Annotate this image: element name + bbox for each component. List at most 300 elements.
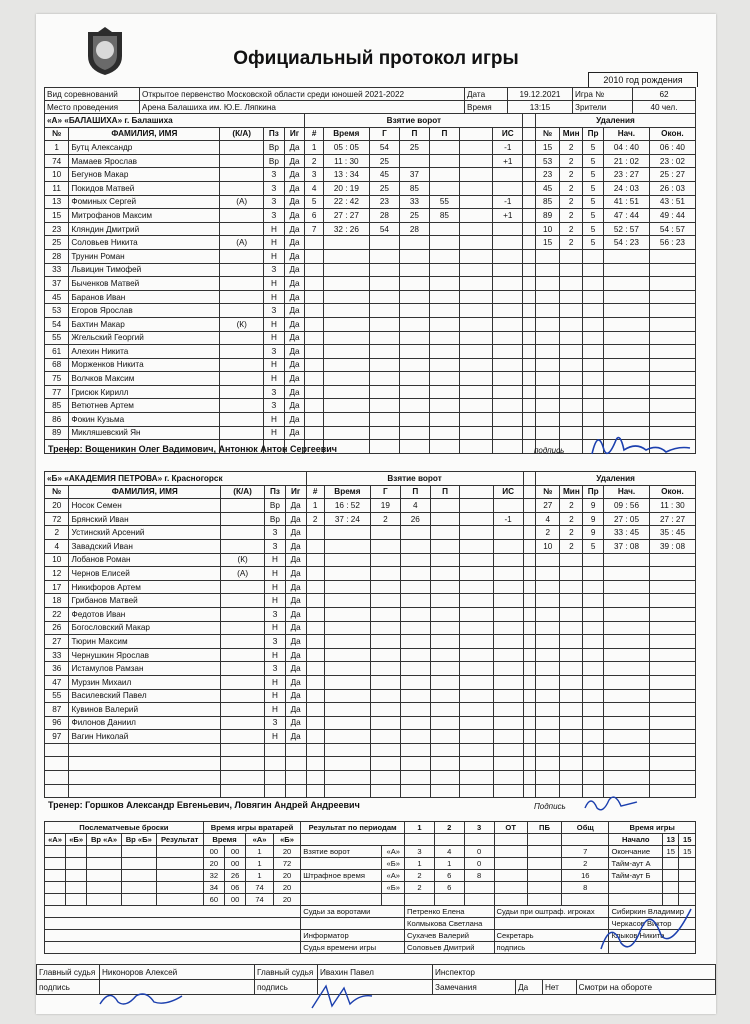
- period-value: 7: [562, 846, 609, 858]
- shootout-cell: [156, 858, 203, 870]
- penalty-end: 27 : 27: [649, 512, 695, 526]
- player-played: [285, 743, 306, 757]
- gk-min: 32: [203, 870, 224, 882]
- col-goal-g: Г: [370, 485, 400, 499]
- team-a-table: [44, 113, 696, 454]
- period-value: [527, 882, 561, 894]
- goal-strength: -1: [493, 512, 523, 526]
- player-number: 33: [45, 263, 69, 277]
- goal-assist1: 37: [399, 168, 429, 182]
- penalty-code: 5: [583, 236, 604, 250]
- main-referee-signature: [96, 986, 186, 1010]
- goal-assist2: [430, 730, 460, 744]
- gk-b: 20: [273, 894, 300, 906]
- player-position: Н: [265, 580, 286, 594]
- main-referee-label: Главный судья: [37, 965, 100, 980]
- goal-assist2: [429, 222, 459, 236]
- player-name: Митрофанов Максим: [69, 209, 220, 223]
- player-row: [45, 317, 696, 331]
- player-role: [220, 181, 264, 195]
- goal-number: [306, 539, 324, 553]
- goal-scorer: [369, 331, 399, 345]
- period-row-label: Взятие ворот: [301, 846, 382, 858]
- goal-scorer: 25: [369, 181, 399, 195]
- goal-number: [305, 290, 323, 304]
- col-pen-num: №: [535, 127, 559, 141]
- col-assist2: П: [429, 127, 459, 141]
- penalty-player: [536, 784, 560, 798]
- penalty-code: 9: [583, 512, 604, 526]
- blank: [45, 942, 301, 954]
- period-row-label: [301, 882, 382, 894]
- spacer: [523, 607, 535, 621]
- goal-scorer: 45: [369, 168, 399, 182]
- player-name: [69, 743, 221, 757]
- goal-number: [305, 331, 323, 345]
- goal-scorer: [369, 290, 399, 304]
- player-name: Кувинов Валерий: [69, 703, 221, 717]
- player-name: Никифоров Артем: [69, 580, 221, 594]
- game-time-label: Тайм-аут А: [609, 858, 663, 870]
- goal-empty: [459, 249, 492, 263]
- penalty-minute: 33: [613, 528, 624, 538]
- shootout-cell: [45, 882, 66, 894]
- goal-assist1: [400, 730, 430, 744]
- player-position: Н: [264, 277, 285, 291]
- gk-sec: 00: [225, 846, 246, 858]
- blank: [301, 894, 382, 906]
- period-value: 8: [562, 882, 609, 894]
- blank: [464, 834, 494, 846]
- goal-time: [324, 662, 370, 676]
- player-row: [45, 345, 696, 359]
- player-name: Быченков Матвей: [69, 277, 220, 291]
- penalty-player: [536, 662, 560, 676]
- goal-minute: 05: [333, 142, 343, 152]
- player-name: Тюрин Максим: [69, 635, 221, 649]
- period-team: «А»: [382, 846, 405, 858]
- goal-scorer: 19: [370, 499, 400, 513]
- shootout-cell: [87, 894, 122, 906]
- goal-second: 26: [349, 224, 359, 234]
- penalty-code: 5: [583, 195, 604, 209]
- penalty-end: [649, 249, 695, 263]
- goal-number: [306, 743, 324, 757]
- player-position: Н: [264, 236, 285, 250]
- goal-strength: [493, 263, 523, 277]
- spacer: [523, 413, 536, 427]
- team-b-coach-signature: [581, 790, 641, 816]
- player-number: 75: [45, 372, 69, 386]
- player-position: Н: [264, 317, 285, 331]
- game-time-m: 15: [679, 846, 696, 858]
- penalty-code: [583, 662, 604, 676]
- official-role: Судьи при оштраф. игроках: [494, 906, 609, 918]
- player-name: Покидов Матвей: [69, 181, 220, 195]
- penalty-second: 27: [629, 170, 639, 180]
- goal-empty: [459, 358, 492, 372]
- col-ig: Иг: [284, 127, 305, 141]
- penalty-minutes: [560, 567, 583, 581]
- goal-minute: 22: [333, 197, 343, 207]
- venue-value: Арена Балашиха им. Ю.Е. Ляпкина: [140, 101, 465, 114]
- goal-assist2: [430, 716, 460, 730]
- penalty-player: [536, 675, 560, 689]
- player-role: [221, 539, 265, 553]
- official-name: Колмыкова Светлана: [405, 918, 494, 930]
- period-value: [527, 846, 561, 858]
- goal-assist1: [399, 154, 429, 168]
- goal-time: [324, 607, 370, 621]
- player-role: [221, 730, 265, 744]
- penalty-minutes: 2: [560, 195, 583, 209]
- player-played: Да: [285, 594, 306, 608]
- col-spacer: [523, 485, 535, 499]
- penalty-minute: 52: [613, 224, 623, 234]
- penalty-end: [649, 662, 695, 676]
- spacer: [523, 526, 535, 540]
- goal-scorer: [370, 607, 400, 621]
- goal-scorer: 54: [369, 222, 399, 236]
- player-played: Да: [284, 222, 305, 236]
- goal-empty: [460, 689, 493, 703]
- player-position: Н: [264, 331, 285, 345]
- goal-time: [323, 413, 369, 427]
- player-played: [285, 771, 306, 785]
- goal-number: [305, 249, 323, 263]
- goal-strength: [493, 440, 523, 454]
- player-name: Соловьев Никита: [69, 236, 220, 250]
- goal-assist1: [400, 539, 430, 553]
- penalty-code: [583, 757, 604, 771]
- goal-assist1: 26: [400, 512, 430, 526]
- goal-assist2: [429, 236, 459, 250]
- goal-empty: [459, 168, 492, 182]
- player-role: [221, 580, 265, 594]
- player-position: Н: [265, 553, 286, 567]
- goal-scorer: [370, 526, 400, 540]
- goal-number: [306, 580, 324, 594]
- player-number: 26: [45, 621, 69, 635]
- penalty-minutes: 2: [560, 236, 583, 250]
- remarks-no: Нет: [542, 980, 576, 995]
- goal-assist2: [430, 607, 460, 621]
- player-position: Вр: [265, 512, 286, 526]
- blank: [45, 930, 301, 942]
- player-row: [45, 757, 696, 771]
- goal-number: [306, 621, 324, 635]
- spacer: [523, 743, 535, 757]
- penalty-minutes: [560, 607, 583, 621]
- goal-assist2: [429, 345, 459, 359]
- penalty-end: [649, 771, 695, 785]
- player-row: [45, 290, 696, 304]
- penalty-start: 04 : 40: [603, 141, 649, 155]
- col-empty: [460, 485, 493, 499]
- player-name: Бахтин Макар: [69, 317, 220, 331]
- gk-b: 72: [273, 858, 300, 870]
- spacer: [523, 730, 535, 744]
- penalty-minute: 09: [613, 500, 624, 510]
- col-assist1: П: [399, 127, 429, 141]
- goal-assist2: [429, 358, 459, 372]
- period-team: «Б»: [382, 882, 405, 894]
- blank: [494, 894, 527, 906]
- player-row: [45, 195, 696, 209]
- player-name: Истамулов Рамзан: [69, 662, 221, 676]
- spacer: [523, 277, 536, 291]
- penalty-second: 45: [629, 528, 640, 538]
- penalty-start: 37 : 08: [604, 539, 650, 553]
- penalty-player: [536, 607, 560, 621]
- player-position: Н: [265, 567, 286, 581]
- game-number-label: Игра №: [573, 88, 633, 101]
- penalty-code: [583, 675, 604, 689]
- gk-a: 74: [246, 882, 274, 894]
- player-number: 20: [45, 499, 69, 513]
- penalty-player: [536, 716, 560, 730]
- player-number: [45, 784, 69, 798]
- team-b-coach: Тренер: Горшков Александр Евгеньевич, Ловягин Андрей Андреевич: [48, 800, 360, 810]
- spacer: [523, 539, 535, 553]
- spacer: [523, 399, 536, 413]
- penalty-code: [583, 703, 604, 717]
- player-played: Да: [284, 141, 305, 155]
- game-time-h: 15: [663, 846, 679, 858]
- player-number: 11: [45, 181, 69, 195]
- penalty-end: [649, 553, 695, 567]
- col-pen-end: Окон.: [649, 127, 695, 141]
- penalty-minute: 23: [613, 170, 623, 180]
- game-time-header: Время игры: [609, 822, 696, 834]
- goal-scorer: [370, 648, 400, 662]
- goal-second: 52: [350, 500, 360, 510]
- penalty-minutes: 2: [560, 168, 583, 182]
- goal-number: [305, 263, 323, 277]
- goal-assist1: [399, 426, 429, 440]
- penalty-end: [649, 385, 695, 399]
- penalties-header: Удаления: [536, 472, 696, 486]
- player-number: 68: [45, 358, 69, 372]
- player-number: 85: [45, 399, 69, 413]
- penalty-end: 56 : 23: [649, 236, 695, 250]
- goal-time: 32 : 26: [323, 222, 369, 236]
- player-number: 86: [45, 413, 69, 427]
- goal-number: [306, 607, 324, 621]
- player-name: Львицин Тимофей: [69, 263, 220, 277]
- player-row: [45, 304, 696, 318]
- game-time-m: [679, 858, 696, 870]
- shootout-col: Результат: [156, 834, 203, 846]
- gk-a-col: «А»: [246, 834, 274, 846]
- goal-empty: [460, 675, 493, 689]
- player-name: Баранов Иван: [69, 290, 220, 304]
- goal-assist1: [400, 784, 430, 798]
- period-value: [494, 858, 527, 870]
- official-name: Клыков Никита: [609, 930, 696, 942]
- shootout-cell: [45, 858, 66, 870]
- goal-scorer: [370, 757, 400, 771]
- player-position: З: [264, 209, 285, 223]
- spacer: [523, 114, 536, 128]
- goal-assist2: [430, 648, 460, 662]
- shootout-cell: [121, 894, 156, 906]
- goal-time: 27 : 27: [323, 209, 369, 223]
- inspector-label: Инспектор: [433, 965, 716, 980]
- goal-number: [305, 372, 323, 386]
- player-position: Вр: [264, 154, 285, 168]
- player-role: [221, 621, 265, 635]
- spacer: [523, 372, 536, 386]
- goal-assist1: [400, 580, 430, 594]
- player-played: Да: [284, 277, 305, 291]
- player-played: Да: [285, 539, 306, 553]
- goal-assist2: [430, 594, 460, 608]
- player-position: З: [264, 168, 285, 182]
- goal-second: 27: [349, 210, 359, 220]
- goal-assist1: [399, 277, 429, 291]
- player-played: Да: [285, 635, 306, 649]
- goal-empty: [459, 317, 492, 331]
- penalty-end: [649, 675, 695, 689]
- gk-min: 34: [203, 882, 224, 894]
- player-position: Вр: [264, 141, 285, 155]
- penalty-code: 5: [583, 141, 604, 155]
- goal-assist2: [430, 675, 460, 689]
- goal-strength: -1: [493, 141, 523, 155]
- penalty-player: [536, 580, 560, 594]
- penalty-second: 57: [675, 224, 685, 234]
- penalty-start: [604, 580, 650, 594]
- shootout-cell: [156, 894, 203, 906]
- goals-header: Взятие ворот: [306, 472, 523, 486]
- goal-assist1: [400, 703, 430, 717]
- official-role: Судья времени игры: [301, 942, 405, 954]
- penalty-minutes: [560, 277, 583, 291]
- goal-minute: 32: [333, 224, 343, 234]
- goal-time: [323, 263, 369, 277]
- penalty-player: 15: [535, 236, 559, 250]
- penalty-minutes: [560, 385, 583, 399]
- gk-b: 20: [273, 870, 300, 882]
- penalty-code: 5: [583, 539, 604, 553]
- player-role: [220, 331, 264, 345]
- goal-strength: [493, 607, 523, 621]
- goal-scorer: [369, 413, 399, 427]
- goal-empty: [459, 331, 492, 345]
- goal-empty: [459, 345, 492, 359]
- official-role: Секретарь: [494, 930, 609, 942]
- penalty-minutes: [560, 580, 583, 594]
- penalty-code: [583, 553, 604, 567]
- goal-assist1: [399, 317, 429, 331]
- penalties-header: Удаления: [535, 114, 695, 128]
- goal-empty: [460, 730, 493, 744]
- col-ka: (К/А): [220, 127, 264, 141]
- official-name: Сибиркин Владимир: [609, 906, 696, 918]
- player-name: [69, 771, 221, 785]
- col-is: ИС: [493, 485, 523, 499]
- penalty-player: [535, 290, 559, 304]
- goal-strength: [493, 784, 523, 798]
- goal-assist2: [429, 385, 459, 399]
- goal-assist2: [429, 181, 459, 195]
- goal-strength: [493, 345, 523, 359]
- penalty-player: 85: [535, 195, 559, 209]
- player-role: [220, 222, 264, 236]
- player-role: (А): [220, 195, 264, 209]
- penalty-code: [583, 594, 604, 608]
- spacer: [523, 567, 535, 581]
- player-number: 45: [45, 290, 69, 304]
- main-referee2-name: Ивахин Павел: [318, 965, 433, 980]
- penalty-start: [604, 743, 650, 757]
- goal-assist2: [429, 168, 459, 182]
- goal-assist1: [399, 399, 429, 413]
- gk-time-col: Время: [203, 834, 246, 846]
- penalty-player: [536, 553, 560, 567]
- penalty-minutes: [560, 635, 583, 649]
- spacer: [523, 290, 536, 304]
- goal-assist1: [399, 440, 429, 454]
- penalty-code: [583, 358, 604, 372]
- col-pz: Пз: [265, 485, 286, 499]
- goal-strength: [493, 277, 523, 291]
- gk-min: 00: [203, 846, 224, 858]
- goal-assist1: [400, 648, 430, 662]
- goal-empty: [460, 621, 493, 635]
- penalty-code: [583, 372, 604, 386]
- goal-time: [324, 580, 370, 594]
- player-name: Грисюк Кирилл: [69, 385, 220, 399]
- player-row: [45, 222, 696, 236]
- goal-empty: [459, 277, 492, 291]
- goal-number: [305, 426, 323, 440]
- goal-time: [324, 689, 370, 703]
- game-number-value: 62: [633, 88, 696, 101]
- goal-assist1: 28: [399, 222, 429, 236]
- goal-time: [323, 290, 369, 304]
- competition-label: Вид соревнований: [45, 88, 140, 101]
- penalty-start: [604, 675, 650, 689]
- player-played: Да: [284, 263, 305, 277]
- player-row: [45, 743, 696, 757]
- goal-empty: [459, 372, 492, 386]
- goal-scorer: [370, 743, 400, 757]
- start-minute: 15: [679, 834, 696, 846]
- penalty-code: [583, 580, 604, 594]
- player-row: [45, 154, 696, 168]
- goal-strength: +1: [493, 154, 523, 168]
- competition-value: Открытое первенство Московской области среди юношей 2021-2022: [140, 88, 465, 101]
- penalty-code: [583, 621, 604, 635]
- goal-assist1: [400, 594, 430, 608]
- goal-assist1: 4: [400, 499, 430, 513]
- penalty-second: 27: [675, 514, 685, 524]
- goal-time: [324, 757, 370, 771]
- penalty-minutes: [560, 771, 583, 785]
- player-position: З: [264, 263, 285, 277]
- player-role: [221, 784, 265, 798]
- spacer: [523, 648, 535, 662]
- player-row: [45, 209, 696, 223]
- player-played: [285, 757, 306, 771]
- penalty-code: 5: [583, 209, 604, 223]
- spacer: [523, 222, 536, 236]
- goal-scorer: 2: [370, 512, 400, 526]
- goal-number: [305, 345, 323, 359]
- col-num: №: [45, 127, 69, 141]
